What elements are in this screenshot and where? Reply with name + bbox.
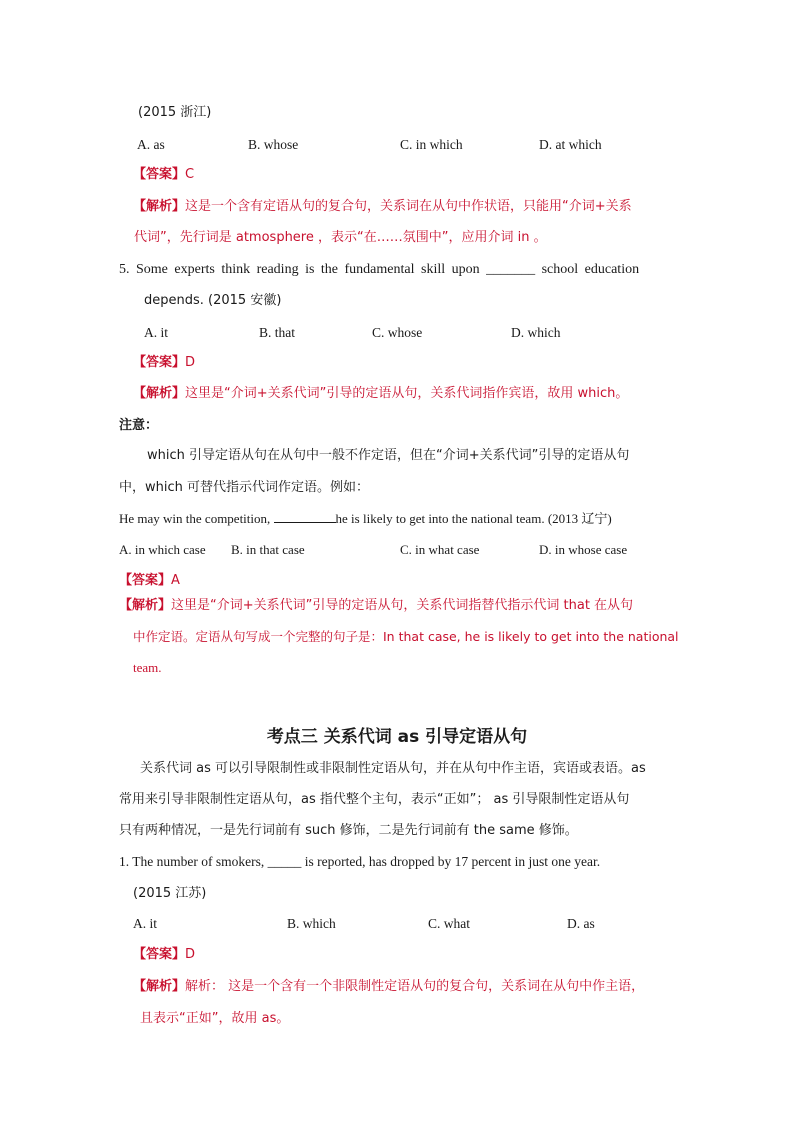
analysis-text: 这里是“介词+关系代词”引导的定语从句，关系代词指作宾语，故用 which。: [185, 386, 629, 401]
note-option-d: D. in whose case: [539, 542, 628, 557]
q4-analysis: [133, 198, 632, 216]
note-example: [119, 510, 612, 528]
q5-option-d: D. which: [511, 325, 561, 340]
note-answer: [119, 572, 180, 590]
section-intro-line3: 只有两种情况，一是先行词前有 such 修饰，二是先行词前有 the same 修饰。: [119, 823, 578, 838]
answer-value: C: [185, 167, 195, 182]
q4-option-c: C. in which: [400, 137, 463, 152]
q4-option-b: B. whose: [248, 137, 299, 152]
answer-tag: 【答案】: [119, 573, 172, 588]
note-option-a: A. in which case: [119, 542, 206, 557]
q5-option-c: C. whose: [372, 325, 423, 340]
note-analysis: [119, 597, 633, 615]
q4-answer: [133, 166, 194, 184]
note-option-c: C. in what case: [400, 542, 480, 557]
analysis-text: 解析： 这是一个含有一个非限制性定语从句的复合句，关系词在从句中作主语，: [185, 979, 645, 994]
q5-stem-line1: 5. Some experts think reading is the fundamental skill upon _______ school education: [119, 262, 640, 277]
answer-tag: 【答案】: [133, 355, 186, 370]
answer-value: A: [171, 573, 180, 588]
q1-option-c: C. what: [428, 916, 470, 931]
q5-answer: [133, 354, 195, 372]
q4-option-a: A. as: [137, 137, 165, 152]
note-option-b: B. in that case: [231, 542, 305, 557]
note-line1: which 引导定语从句在从句中一般不作定语，但在“介词+关系代词”引导的定语从句: [147, 448, 630, 463]
q4-analysis-line2: 代词”，先行词是 atmosphere ，表示“在……氛围中”，应用介词 in 。: [134, 230, 547, 245]
answer-tag: 【答案】: [133, 947, 186, 962]
q4-option-d: D. at which: [539, 137, 602, 152]
example-pre: He may win the competition,: [119, 511, 274, 526]
answer-value: D: [185, 355, 196, 370]
q1-answer: [133, 946, 195, 964]
analysis-tag: 【解析】: [133, 979, 186, 994]
analysis-tag: 【解析】: [133, 386, 186, 401]
q5-option-a: A. it: [144, 325, 169, 340]
answer-value: D: [185, 947, 196, 962]
q1-stem-line2: (2015 江苏): [133, 886, 207, 901]
analysis-text: 这是一个含有定语从句的复合句，关系词在从句中作状语，只能用“介词+关系: [185, 199, 632, 214]
q1-option-d: D. as: [567, 916, 595, 931]
note-line2: 中，which 可替代指示代词作定语。例如：: [119, 480, 370, 495]
note-analysis-line3: team.: [133, 660, 162, 675]
q1-analysis: [133, 978, 644, 996]
q1-option-b: B. which: [287, 916, 336, 931]
answer-tag: 【答案】: [133, 167, 186, 182]
note-analysis-line2: 中作定语。定语从句写成一个完整的句子是：In that case, he is likely to get into the national: [133, 629, 679, 644]
q1-analysis-line2: 且表示“正如”，故用 as。: [140, 1011, 290, 1026]
example-blank: [274, 510, 336, 523]
note-heading: 注意：: [119, 418, 159, 433]
analysis-tag: 【解析】: [133, 199, 186, 214]
section-title: 考点三 关系代词 as 引导定语从句: [266, 727, 528, 747]
analysis-tag: 【解析】: [119, 598, 172, 613]
analysis-text: 这里是“介词+关系代词”引导的定语从句，关系代词指替代指示代词 that 在从句: [171, 598, 634, 613]
example-post: he is likely to get into the national team. (2013 辽宁): [335, 511, 612, 526]
section-intro-line2: 常用来引导非限制性定语从句，as 指代整个主句，表示“正如”； as 引导限制性定语从句: [119, 792, 630, 807]
q5-stem-line2: depends. (2015 安徽): [144, 293, 282, 308]
q4-source: (2015 浙江): [138, 105, 212, 120]
q1-option-a: A. it: [133, 916, 158, 931]
section-intro-line1: 关系代词 as 可以引导限制性或非限制性定语从句，并在从句中作主语，宾语或表语。as: [140, 761, 646, 776]
q5-option-b: B. that: [259, 325, 295, 340]
q5-analysis: [133, 385, 628, 403]
q1-stem-line1: 1. The number of smokers, _____ is reported, has dropped by 17 percent in just one year.: [119, 854, 601, 869]
